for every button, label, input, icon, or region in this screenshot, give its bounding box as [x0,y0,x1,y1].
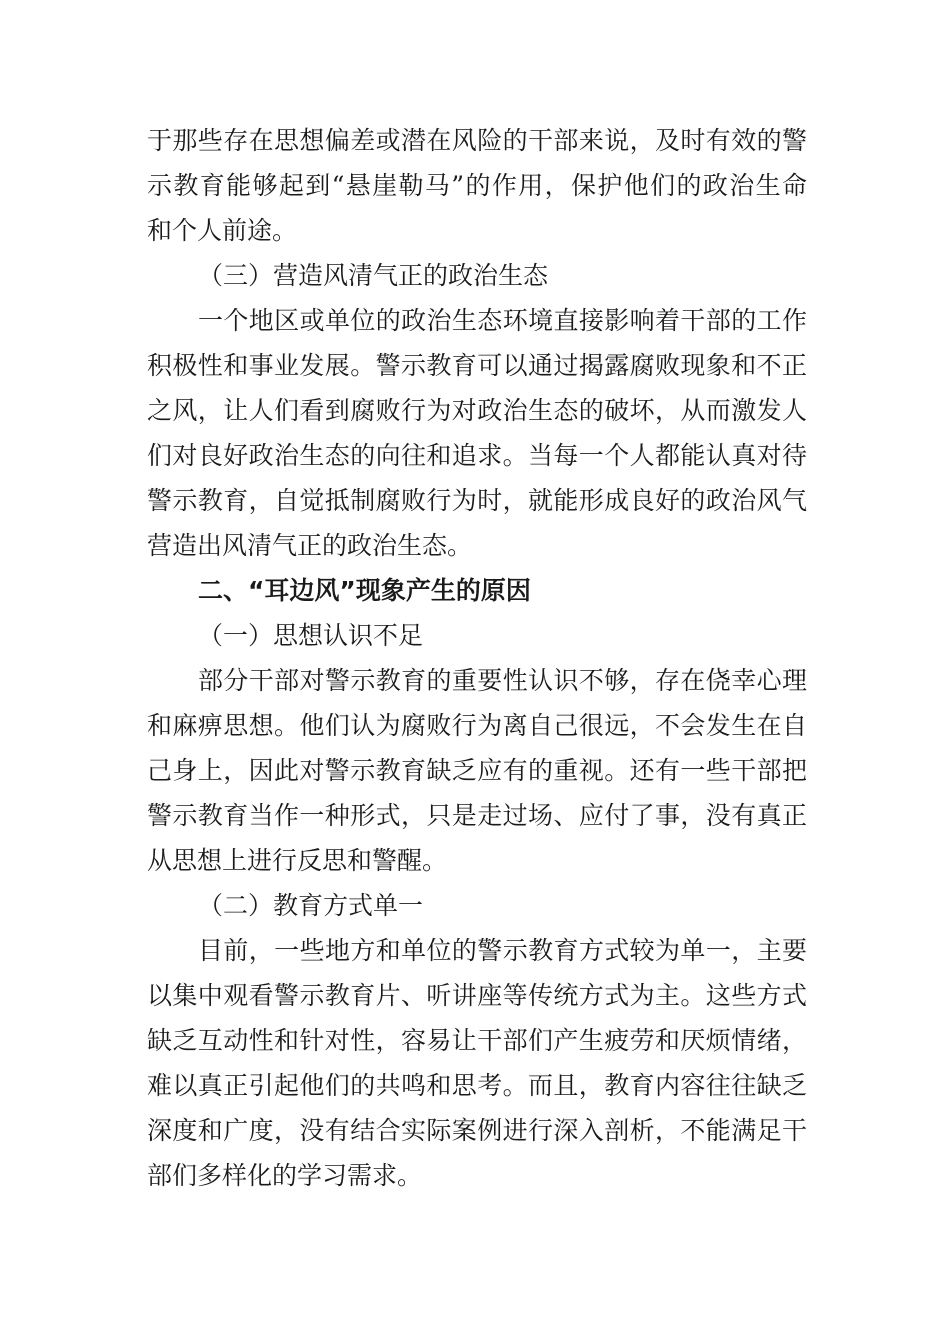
intro-paragraph-line-1: 于那些存在思想偏差或潜在风险的干部来说，及时有效的警 [147,126,807,155]
paragraph-2-1-line-1: 部分干部对警示教育的重要性认识不够，存在侥幸心理 [198,666,807,695]
section-heading-1-3: （三）营造风清气正的政治生态 [198,261,549,290]
section-heading-2: 二、“耳边风”现象产生的原因 [198,576,531,605]
paragraph-2-2-line-1: 目前，一些地方和单位的警示教育方式较为单一，主要 [198,936,807,965]
paragraph-1-3-line-4: 们对良好政治生态的向往和追求。当每一个人都能认真对待 [147,441,807,470]
intro-paragraph-line-3: 和个人前途。 [147,216,298,245]
paragraph-2-2-line-6: 部们多样化的学习需求。 [147,1161,423,1190]
paragraph-1-3-line-2: 积极性和事业发展。警示教育可以通过揭露腐败现象和不正 [147,351,807,380]
paragraph-1-3-line-5: 警示教育，自觉抵制腐败行为时，就能形成良好的政治风气 [147,486,807,515]
section-heading-2-1: （一）思想认识不足 [198,621,424,650]
paragraph-1-3-line-3: 之风，让人们看到腐败行为对政治生态的破坏，从而激发人 [147,396,807,425]
paragraph-2-2-line-4: 难以真正引起他们的共鸣和思考。而且，教育内容往往缺乏 [147,1071,807,1100]
paragraph-2-1-line-4: 警示教育当作一种形式，只是走过场、应付了事，没有真正 [147,801,807,830]
intro-paragraph-line-2: 示教育能够起到“悬崖勒马”的作用，保护他们的政治生命 [147,171,807,200]
paragraph-2-1-line-3: 己身上，因此对警示教育缺乏应有的重视。还有一些干部把 [147,756,807,785]
paragraph-2-1-line-2: 和麻痹思想。他们认为腐败行为离自己很远，不会发生在自 [147,711,807,740]
paragraph-1-3-line-1: 一个地区或单位的政治生态环境直接影响着干部的工作 [198,306,807,335]
paragraph-2-2-line-3: 缺乏互动性和针对性，容易让干部们产生疲劳和厌烦情绪， [147,1026,807,1055]
paragraph-2-2-line-5: 深度和广度，没有结合实际案例进行深入剖析，不能满足干 [147,1116,807,1145]
paragraph-1-3-line-6: 营造出风清气正的政治生态。 [147,531,473,560]
paragraph-2-1-line-5: 从思想上进行反思和警醒。 [147,846,448,875]
section-heading-2-2: （二）教育方式单一 [198,891,424,920]
paragraph-2-2-line-2: 以集中观看警示教育片、听讲座等传统方式为主。这些方式 [147,981,807,1010]
